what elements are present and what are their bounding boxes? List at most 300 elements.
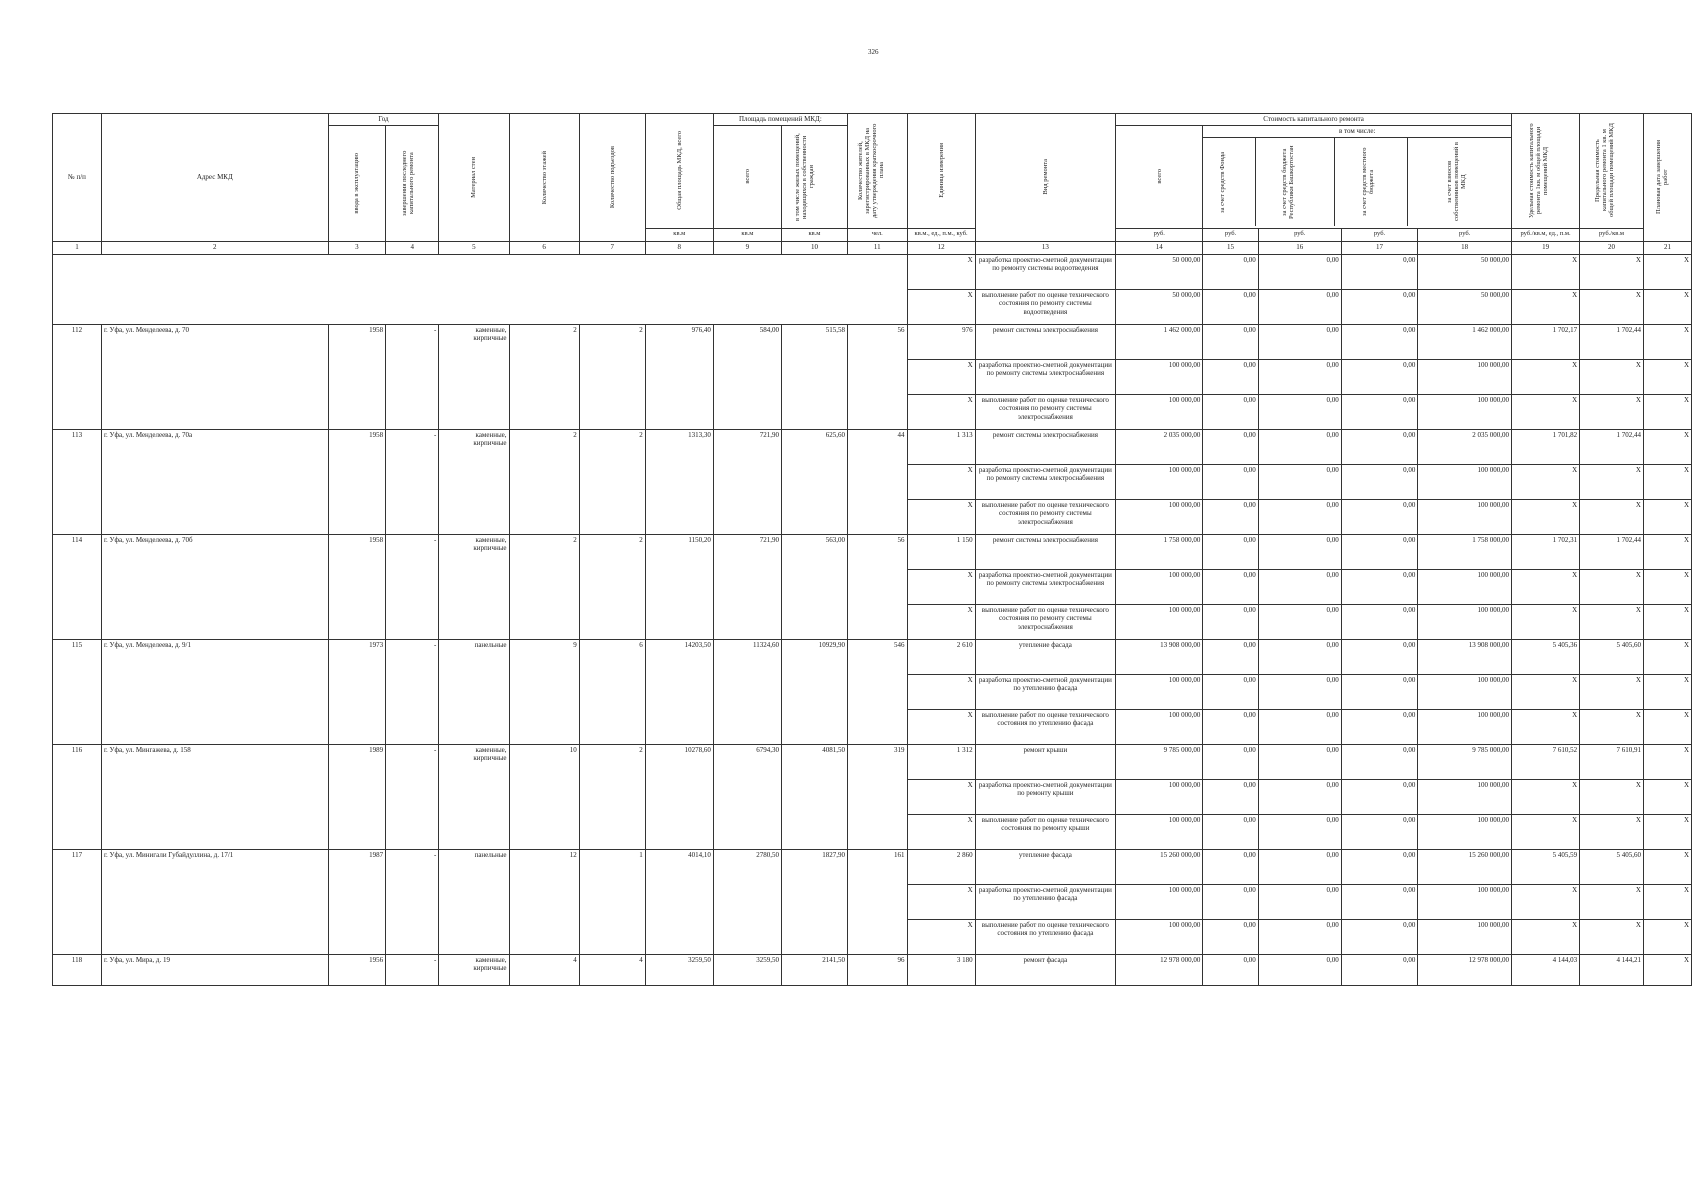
cell-area-total: 3259,50 [713, 954, 781, 985]
cell-max: X [1580, 254, 1644, 289]
cell-local: 0,00 [1341, 499, 1418, 534]
cell-local: 0,00 [1341, 919, 1418, 954]
cell-qty: X [907, 919, 975, 954]
cell-floors: 2 [509, 429, 579, 534]
cell-work: выполнение работ по оценке технического состояния по утеплению фасада [975, 709, 1115, 744]
cell-fund: 0,00 [1203, 919, 1258, 954]
cell-own: 1 462 000,00 [1418, 324, 1512, 359]
cell-qty: X [907, 464, 975, 499]
cell-max: X [1580, 394, 1644, 429]
cell-area-total: 11324,60 [713, 639, 781, 744]
cell-spec: 7 610,52 [1512, 744, 1580, 779]
header-area-group: Площадь помещений МКД: [713, 114, 847, 126]
unit-cell: руб./кв.м, ед., п.м. [1512, 228, 1580, 241]
cell-address: г. Уфа, ул. Менделеева, д. 70 [101, 324, 328, 429]
cell-own: 50 000,00 [1418, 254, 1512, 289]
cell-year: 1958 [328, 534, 385, 639]
col-number: 16 [1258, 241, 1341, 254]
cell-floors: 2 [509, 324, 579, 429]
cell-max: 5 405,60 [1580, 849, 1644, 884]
cell-total: 13 908 000,00 [1116, 639, 1203, 674]
col-number: 11 [847, 241, 907, 254]
cell-date: X [1643, 709, 1691, 744]
cell-qty: X [907, 254, 975, 289]
cell-qty: X [907, 674, 975, 709]
cell-own: 50 000,00 [1418, 289, 1512, 324]
cell-year: 1958 [328, 324, 385, 429]
cell-last-repair: - [386, 324, 439, 429]
table-row [53, 429, 1692, 464]
page-number: 326 [868, 48, 879, 56]
cell-own: 100 000,00 [1418, 394, 1512, 429]
cell-rep: 0,00 [1258, 744, 1341, 779]
cell-max: 1 702,44 [1580, 324, 1644, 359]
cell-entrances: 1 [579, 849, 645, 954]
cell-qty: X [907, 884, 975, 919]
cell-material: панельные [439, 849, 509, 954]
cell-max: X [1580, 569, 1644, 604]
cell-work: выполнение работ по оценке технического состояния по ремонту системы электроснабжения [975, 499, 1115, 534]
cell-total: 2 035 000,00 [1116, 429, 1203, 464]
cell-entrances: 2 [579, 534, 645, 639]
cell-residents: 96 [847, 954, 907, 985]
cell-year: 1956 [328, 954, 385, 985]
cell-spec: X [1512, 604, 1580, 639]
cell-area-total: 6794,30 [713, 744, 781, 849]
table-row [53, 254, 1692, 289]
cell-area-total: 584,00 [713, 324, 781, 429]
cell-num: 113 [53, 429, 102, 534]
cell-rep: 0,00 [1258, 289, 1341, 324]
cell-spec: X [1512, 709, 1580, 744]
cell-fund: 0,00 [1203, 849, 1258, 884]
unit-cell: руб. [1341, 228, 1418, 241]
cell-work: утепление фасада [975, 849, 1115, 884]
cell-num: 115 [53, 639, 102, 744]
cell-local: 0,00 [1341, 534, 1418, 569]
cell-local: 0,00 [1341, 954, 1418, 985]
cell-max: X [1580, 919, 1644, 954]
table-row [53, 324, 1692, 359]
cell-own: 2 035 000,00 [1418, 429, 1512, 464]
cell-own: 100 000,00 [1418, 709, 1512, 744]
cell-qty: X [907, 289, 975, 324]
cell-qty: X [907, 604, 975, 639]
cell-max: X [1580, 709, 1644, 744]
cell-rep: 0,00 [1258, 919, 1341, 954]
cell-fund: 0,00 [1203, 464, 1258, 499]
col-number: 7 [579, 241, 645, 254]
unit-cell: кв.м [713, 228, 781, 241]
cell-fund: 0,00 [1203, 744, 1258, 779]
continuation-blank [53, 254, 908, 289]
cell-spec: 5 405,36 [1512, 639, 1580, 674]
cell-own: 100 000,00 [1418, 604, 1512, 639]
cell-address: г. Уфа, ул. Менделеева, д. 70а [101, 429, 328, 534]
cell-spec: 4 144,03 [1512, 954, 1580, 985]
cell-date: X [1643, 499, 1691, 534]
cell-fund: 0,00 [1203, 569, 1258, 604]
header-total-area: Общая площадь МКД, всего [675, 131, 683, 211]
header-cost-incl: в том числе: [1203, 127, 1511, 138]
cell-spec: X [1512, 289, 1580, 324]
col-number: 20 [1580, 241, 1644, 254]
cell-year: 1987 [328, 849, 385, 954]
cell-work: выполнение работ по оценке технического состояния по ремонту системы водоотведения [975, 289, 1115, 324]
cell-residents: 56 [847, 534, 907, 639]
cell-max: X [1580, 359, 1644, 394]
cell-area: 1150,20 [645, 534, 713, 639]
header-area-residential: в том числе жилых помещений, находящихся в собственности граждан [794, 132, 816, 221]
header-unit: Единица измерения [937, 143, 945, 199]
cell-local: 0,00 [1341, 289, 1418, 324]
cell-total: 1 758 000,00 [1116, 534, 1203, 569]
col-number: 9 [713, 241, 781, 254]
cell-work: разработка проектно-сметной документации по ремонту крыши [975, 779, 1115, 814]
header-year-group: Год [328, 114, 439, 126]
cell-max: 7 610,91 [1580, 744, 1644, 779]
cell-residents: 161 [847, 849, 907, 954]
header-max-cost: Предельная стоимость капитального ремонта 1 кв. м общей площади помещений МКД [1593, 123, 1615, 218]
cell-floors: 12 [509, 849, 579, 954]
cell-date: X [1643, 464, 1691, 499]
table-row [53, 849, 1692, 884]
cell-fund: 0,00 [1203, 779, 1258, 814]
cell-rep: 0,00 [1258, 639, 1341, 674]
cell-area: 3259,50 [645, 954, 713, 985]
cell-total: 100 000,00 [1116, 569, 1203, 604]
cell-spec: X [1512, 814, 1580, 849]
cell-fund: 0,00 [1203, 429, 1258, 464]
cell-date: X [1643, 254, 1691, 289]
cell-date: X [1643, 674, 1691, 709]
cell-total: 50 000,00 [1116, 254, 1203, 289]
cell-max: 4 144,21 [1580, 954, 1644, 985]
header-address: Адрес МКД [101, 114, 328, 242]
cell-num: 117 [53, 849, 102, 954]
table-body [53, 254, 1692, 985]
cell-residents: 56 [847, 324, 907, 429]
header-num: № п/п [53, 114, 102, 242]
header-cost-owners: за счет взносов собственников помещений в МКД [1445, 142, 1467, 222]
cell-last-repair: - [386, 534, 439, 639]
cell-material: каменные, кирпичные [439, 954, 509, 985]
cell-spec: X [1512, 884, 1580, 919]
cell-num: 114 [53, 534, 102, 639]
cell-max: 5 405,60 [1580, 639, 1644, 674]
continuation-blank [53, 289, 908, 324]
cell-date: X [1643, 604, 1691, 639]
cell-rep: 0,00 [1258, 359, 1341, 394]
cell-date: X [1643, 429, 1691, 464]
col-number: 4 [386, 241, 439, 254]
cell-area: 10278,60 [645, 744, 713, 849]
cell-fund: 0,00 [1203, 954, 1258, 985]
cell-local: 0,00 [1341, 359, 1418, 394]
cell-area-residential: 563,00 [781, 534, 847, 639]
cell-area-residential: 515,58 [781, 324, 847, 429]
cell-spec: 1 701,82 [1512, 429, 1580, 464]
cell-max: X [1580, 884, 1644, 919]
header-repair-type: Вид ремонта [1041, 159, 1049, 196]
cell-total: 9 785 000,00 [1116, 744, 1203, 779]
cell-date: X [1643, 919, 1691, 954]
cell-local: 0,00 [1341, 639, 1418, 674]
cell-qty: X [907, 394, 975, 429]
cell-own: 15 260 000,00 [1418, 849, 1512, 884]
cell-own: 13 908 000,00 [1418, 639, 1512, 674]
cell-entrances: 6 [579, 639, 645, 744]
cell-floors: 2 [509, 534, 579, 639]
cell-area-total: 2780,50 [713, 849, 781, 954]
cell-spec: X [1512, 779, 1580, 814]
cell-entrances: 4 [579, 954, 645, 985]
cell-max: X [1580, 674, 1644, 709]
header-planned-date: Плановая дата завершения работ [1655, 140, 1670, 215]
cell-work: разработка проектно-сметной документации по ремонту системы электроснабжения [975, 359, 1115, 394]
cell-material: каменные, кирпичные [439, 744, 509, 849]
cell-work: разработка проектно-сметной документации по ремонту системы водоотведения [975, 254, 1115, 289]
cell-local: 0,00 [1341, 604, 1418, 639]
cell-last-repair: - [386, 744, 439, 849]
cell-rep: 0,00 [1258, 674, 1341, 709]
col-number: 14 [1116, 241, 1203, 254]
cell-max: X [1580, 814, 1644, 849]
cell-spec: X [1512, 254, 1580, 289]
cell-work: выполнение работ по оценке технического состояния по ремонту крыши [975, 814, 1115, 849]
cell-floors: 9 [509, 639, 579, 744]
unit-cell: кв.м., ед., п.м., куб. [907, 228, 975, 241]
cell-work: ремонт системы электроснабжения [975, 534, 1115, 569]
cell-own: 100 000,00 [1418, 814, 1512, 849]
cell-last-repair: - [386, 429, 439, 534]
cell-total: 50 000,00 [1116, 289, 1203, 324]
capital-repair-table [52, 113, 1692, 986]
cell-own: 100 000,00 [1418, 499, 1512, 534]
cell-total: 100 000,00 [1116, 499, 1203, 534]
cell-own: 100 000,00 [1418, 569, 1512, 604]
cell-work: утепление фасада [975, 639, 1115, 674]
col-number: 2 [101, 241, 328, 254]
cell-total: 100 000,00 [1116, 779, 1203, 814]
col-number: 12 [907, 241, 975, 254]
cell-work: разработка проектно-сметной документации по ремонту системы электроснабжения [975, 569, 1115, 604]
cell-spec: X [1512, 569, 1580, 604]
cell-area: 14203,50 [645, 639, 713, 744]
cell-work: ремонт фасада [975, 954, 1115, 985]
cell-own: 100 000,00 [1418, 359, 1512, 394]
unit-cell: руб. [1116, 228, 1203, 241]
cell-local: 0,00 [1341, 779, 1418, 814]
cell-date: X [1643, 639, 1691, 674]
table-row [53, 289, 1692, 324]
col-number: 15 [1203, 241, 1258, 254]
cell-num: 116 [53, 744, 102, 849]
cell-total: 100 000,00 [1116, 394, 1203, 429]
cell-work: ремонт крыши [975, 744, 1115, 779]
cell-rep: 0,00 [1258, 394, 1341, 429]
header-cost-local: за счет средств местного бюджета [1361, 147, 1376, 217]
col-number: 5 [439, 241, 509, 254]
table-row [53, 744, 1692, 779]
cell-qty: 1 313 [907, 429, 975, 464]
cell-spec: 1 702,31 [1512, 534, 1580, 569]
cell-last-repair: - [386, 849, 439, 954]
cell-material: каменные, кирпичные [439, 429, 509, 534]
cell-total: 12 978 000,00 [1116, 954, 1203, 985]
cell-date: X [1643, 569, 1691, 604]
header-floors: Количество этажей [540, 150, 548, 204]
cell-fund: 0,00 [1203, 814, 1258, 849]
cell-work: выполнение работ по оценке технического состояния по ремонту системы электроснабжения [975, 604, 1115, 639]
cell-rep: 0,00 [1258, 324, 1341, 359]
cell-rep: 0,00 [1258, 254, 1341, 289]
cell-total: 100 000,00 [1116, 814, 1203, 849]
cell-max: X [1580, 604, 1644, 639]
cell-work: разработка проектно-сметной документации по утеплению фасада [975, 674, 1115, 709]
cell-spec: X [1512, 464, 1580, 499]
cell-local: 0,00 [1341, 744, 1418, 779]
cell-own: 1 758 000,00 [1418, 534, 1512, 569]
cell-date: X [1643, 884, 1691, 919]
cell-date: X [1643, 779, 1691, 814]
table-row [53, 534, 1692, 569]
cell-entrances: 2 [579, 429, 645, 534]
cell-year: 1989 [328, 744, 385, 849]
header-year-commission: ввода в эксплуатацию [353, 152, 361, 214]
cell-residents: 319 [847, 744, 907, 849]
cell-year: 1958 [328, 429, 385, 534]
cell-own: 100 000,00 [1418, 919, 1512, 954]
cell-fund: 0,00 [1203, 639, 1258, 674]
header-cost-fund: за счет средств Фонда [1219, 151, 1227, 213]
cell-date: X [1643, 289, 1691, 324]
cell-area: 1313,30 [645, 429, 713, 534]
cell-last-repair: - [386, 954, 439, 985]
col-number: 8 [645, 241, 713, 254]
cell-rep: 0,00 [1258, 534, 1341, 569]
cell-total: 100 000,00 [1116, 359, 1203, 394]
cell-rep: 0,00 [1258, 604, 1341, 639]
table-row [53, 954, 1692, 985]
col-number: 17 [1341, 241, 1418, 254]
cell-local: 0,00 [1341, 569, 1418, 604]
cell-area-total: 721,90 [713, 429, 781, 534]
cell-floors: 4 [509, 954, 579, 985]
cell-area-residential: 625,60 [781, 429, 847, 534]
cell-fund: 0,00 [1203, 534, 1258, 569]
header-year-last-repair: завершения последнего капитального ремонта [401, 150, 416, 216]
cell-qty: X [907, 814, 975, 849]
cell-qty: 2 610 [907, 639, 975, 674]
cell-material: каменные, кирпичные [439, 324, 509, 429]
cell-address: г. Уфа, ул. Менделеева, д. 9/1 [101, 639, 328, 744]
cell-fund: 0,00 [1203, 289, 1258, 324]
header-cost-total: всего [1155, 169, 1163, 184]
cell-rep: 0,00 [1258, 779, 1341, 814]
cell-local: 0,00 [1341, 674, 1418, 709]
cell-fund: 0,00 [1203, 499, 1258, 534]
cell-total: 100 000,00 [1116, 884, 1203, 919]
cell-qty: X [907, 709, 975, 744]
cell-rep: 0,00 [1258, 569, 1341, 604]
cell-date: X [1643, 394, 1691, 429]
cell-date: X [1643, 534, 1691, 569]
cell-total: 100 000,00 [1116, 709, 1203, 744]
cell-local: 0,00 [1341, 814, 1418, 849]
header-wall-material: Материал стен [470, 156, 478, 198]
cell-date: X [1643, 954, 1691, 985]
cell-local: 0,00 [1341, 849, 1418, 884]
cell-area-residential: 10929,90 [781, 639, 847, 744]
cell-qty: 3 180 [907, 954, 975, 985]
cell-qty: X [907, 359, 975, 394]
header-entrances: Количество подъездов [608, 146, 616, 209]
cell-qty: X [907, 499, 975, 534]
cell-qty: X [907, 569, 975, 604]
cell-area-residential: 1827,90 [781, 849, 847, 954]
col-number: 6 [509, 241, 579, 254]
cell-qty: 1 150 [907, 534, 975, 569]
cell-own: 100 000,00 [1418, 779, 1512, 814]
cell-total: 100 000,00 [1116, 604, 1203, 639]
cell-qty: 1 312 [907, 744, 975, 779]
cell-local: 0,00 [1341, 429, 1418, 464]
cell-local: 0,00 [1341, 324, 1418, 359]
table-row [53, 639, 1692, 674]
cell-address: г. Уфа, ул. Минигали Губайдуллина, д. 17/1 [101, 849, 328, 954]
cell-qty: 2 860 [907, 849, 975, 884]
cell-floors: 10 [509, 744, 579, 849]
cell-date: X [1643, 814, 1691, 849]
cell-work: выполнение работ по оценке технического состояния по ремонту системы электроснабжения [975, 394, 1115, 429]
cell-spec: X [1512, 499, 1580, 534]
cell-own: 9 785 000,00 [1418, 744, 1512, 779]
cell-area-residential: 4081,50 [781, 744, 847, 849]
cell-total: 1 462 000,00 [1116, 324, 1203, 359]
cell-num: 112 [53, 324, 102, 429]
cell-date: X [1643, 324, 1691, 359]
cell-local: 0,00 [1341, 709, 1418, 744]
col-number: 1 [53, 241, 102, 254]
cell-qty: X [907, 779, 975, 814]
cell-address: г. Уфа, ул. Мингажева, д. 158 [101, 744, 328, 849]
header-area-total: всего [743, 169, 751, 184]
cell-date: X [1643, 359, 1691, 394]
cell-spec: X [1512, 674, 1580, 709]
header-cost-group: Стоимость капитального ремонта [1116, 114, 1512, 126]
cell-work: разработка проектно-сметной документации по ремонту системы электроснабжения [975, 464, 1115, 499]
col-number: 19 [1512, 241, 1580, 254]
cell-area-total: 721,90 [713, 534, 781, 639]
cell-work: выполнение работ по оценке технического состояния по утеплению фасада [975, 919, 1115, 954]
unit-cell: кв.м [645, 228, 713, 241]
cell-max: X [1580, 464, 1644, 499]
cell-local: 0,00 [1341, 254, 1418, 289]
cell-entrances: 2 [579, 744, 645, 849]
unit-cell: руб./кв.м [1580, 228, 1644, 241]
cell-rep: 0,00 [1258, 849, 1341, 884]
cell-fund: 0,00 [1203, 884, 1258, 919]
unit-cell: руб. [1258, 228, 1341, 241]
cell-fund: 0,00 [1203, 604, 1258, 639]
cell-fund: 0,00 [1203, 709, 1258, 744]
col-number: 21 [1643, 241, 1691, 254]
cell-work: разработка проектно-сметной документации по утеплению фасада [975, 884, 1115, 919]
col-number: 18 [1418, 241, 1512, 254]
cell-own: 100 000,00 [1418, 464, 1512, 499]
cell-max: X [1580, 289, 1644, 324]
